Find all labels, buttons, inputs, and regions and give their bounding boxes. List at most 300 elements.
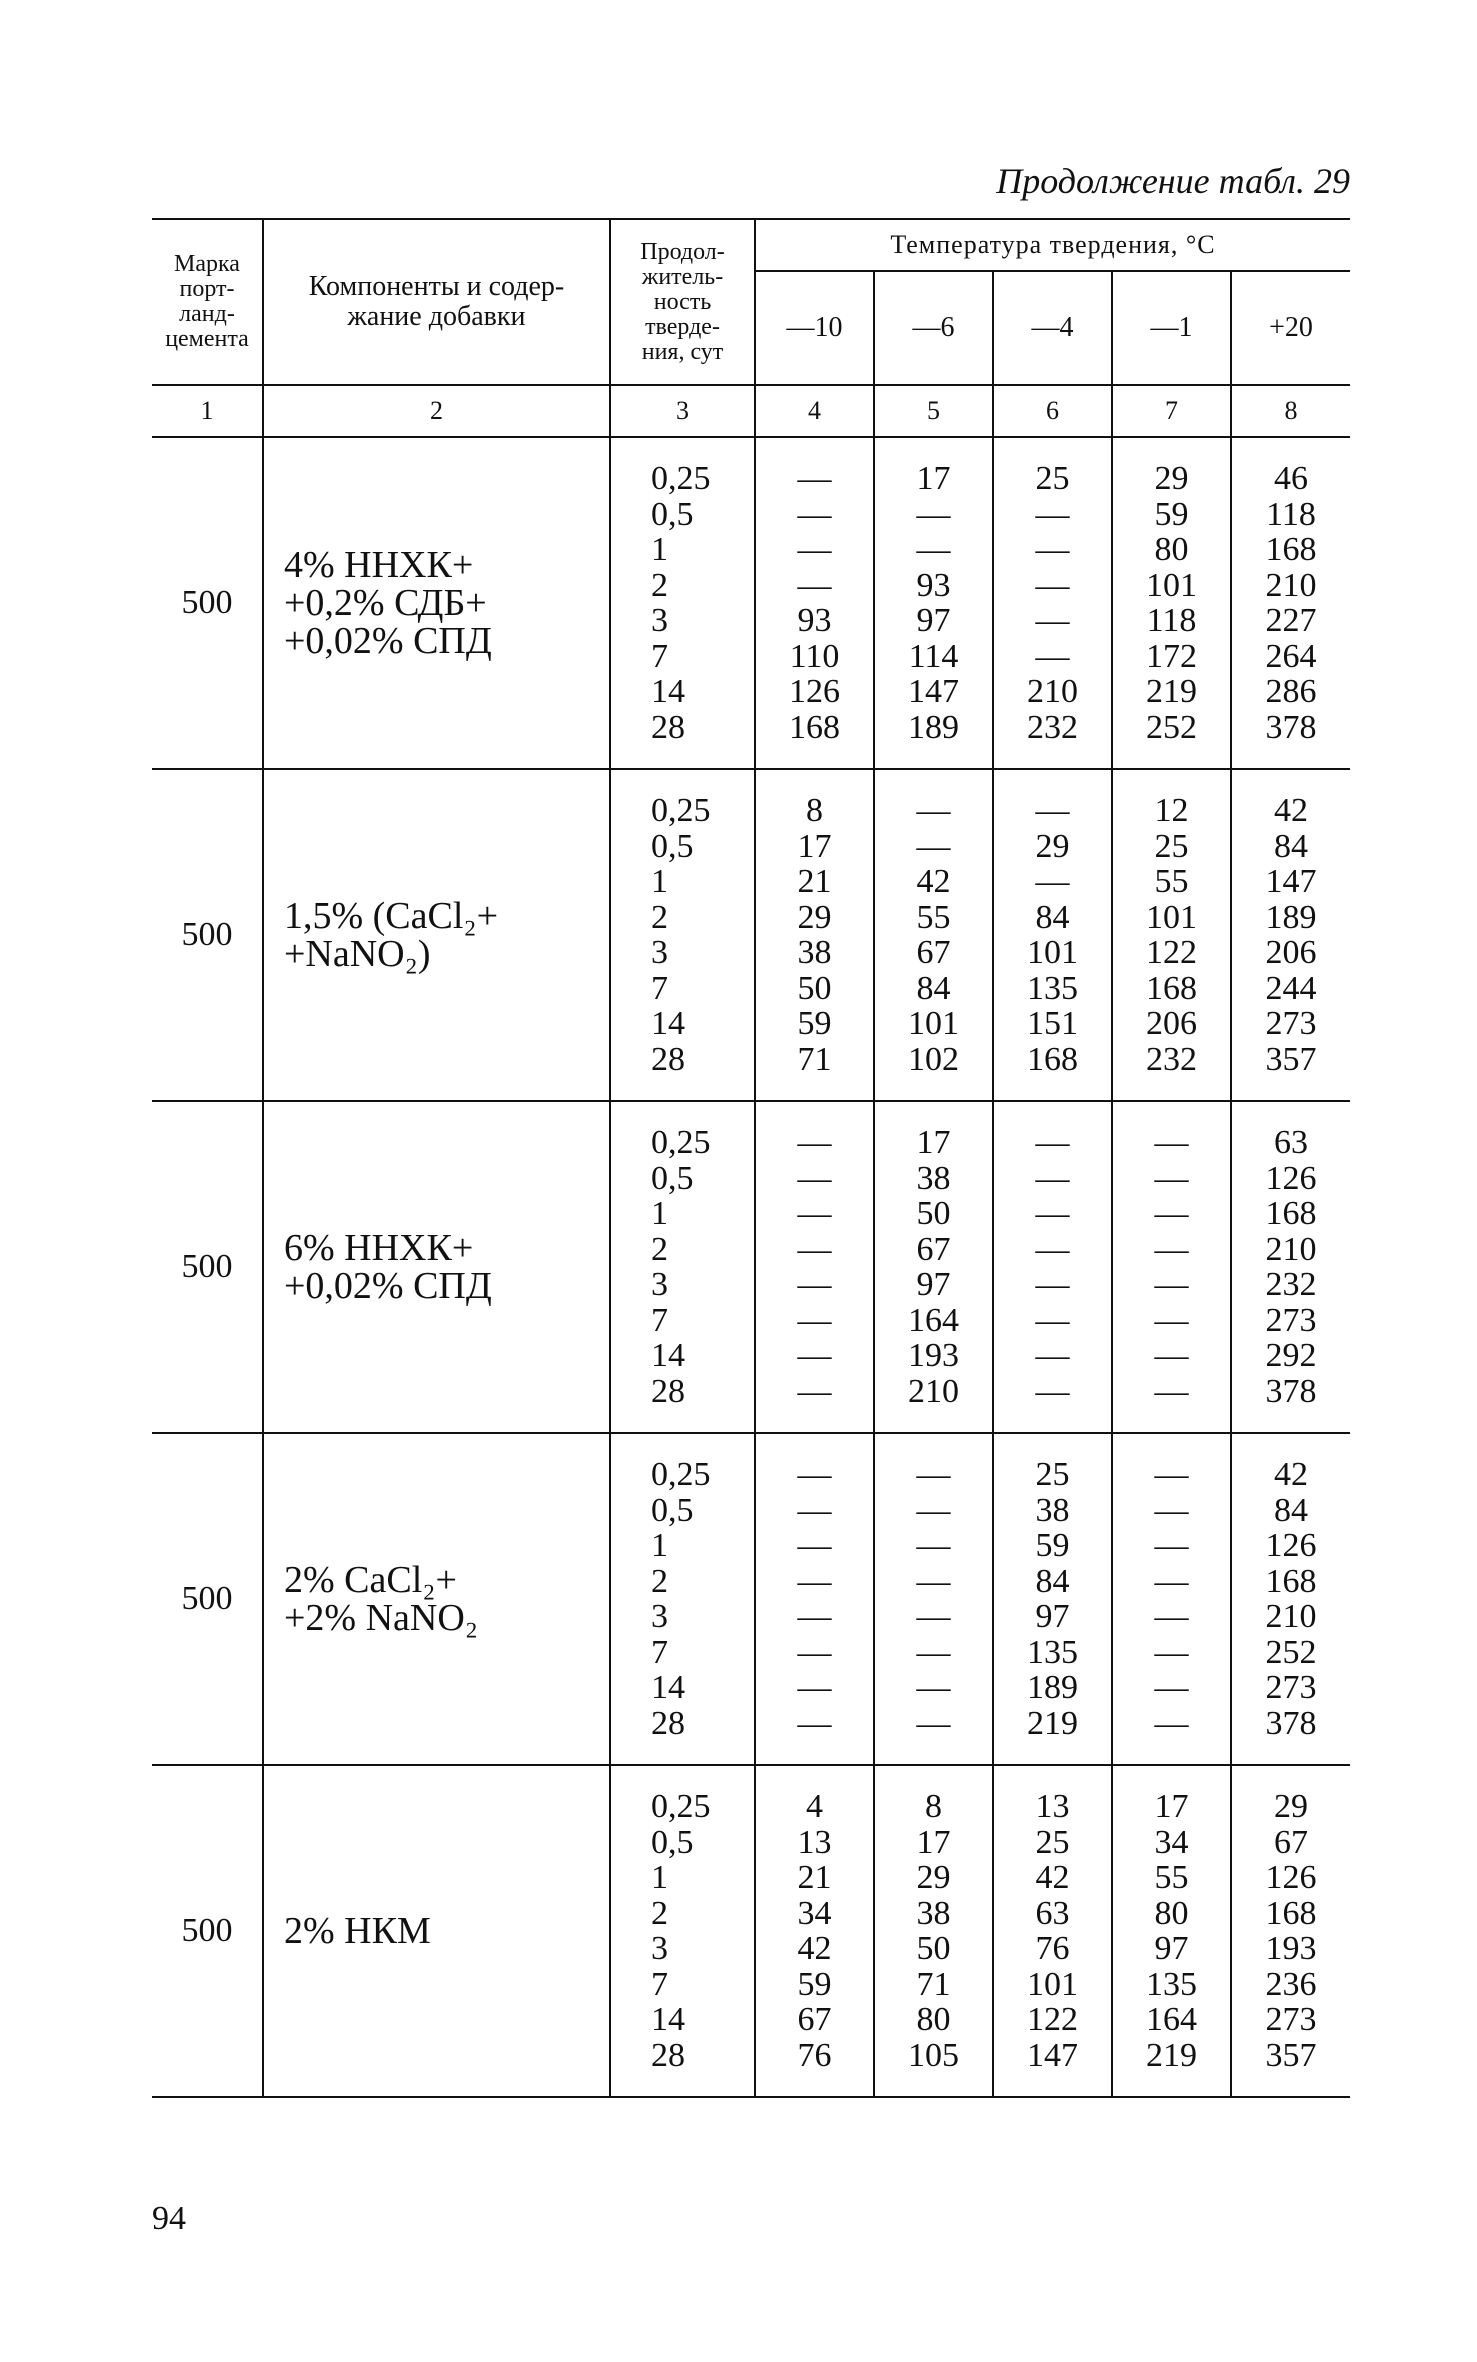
duration-value: 2 [651,898,668,936]
strength-value: 101 [908,1005,959,1042]
duration-value: 28 [651,1372,685,1410]
duration-value: 1 [651,1527,668,1564]
additive-components [263,1765,610,2097]
strength-value: 236 [1265,1965,1317,2003]
strength-value: 59 [1035,1527,1070,1564]
strength-value: 210 [1265,1598,1317,1635]
strength-value: 189 [908,708,959,746]
strength-value: 273 [1265,1005,1317,1042]
strength-value: 135 [1146,1965,1197,2003]
strength-value: 80 [916,2001,951,2038]
strength-value: 46 [1274,460,1308,497]
strength-value: 101 [1027,934,1078,971]
component-line: +0,02% СПД [284,1265,492,1307]
duration-value: 7 [651,1633,668,1671]
strength-values [1231,1101,1350,1433]
strength-value: — [797,1124,832,1161]
strength-value: — [797,1669,832,1706]
strength-value: — [1154,1491,1189,1529]
cement-grade: 500 [152,1101,263,1433]
strength-value: 219 [1146,673,1197,710]
strength-value: 42 [916,863,951,900]
strength-value: 168 [1027,1040,1078,1078]
duration-value: 0,25 [651,1788,711,1825]
strength-value: — [797,495,832,533]
strength-value: 126 [1265,1527,1317,1564]
additive-components [263,769,610,1101]
component-line: 6% ННХК+ [284,1227,474,1269]
strength-value: 25 [1035,1823,1070,1861]
strength-value: — [1035,495,1070,533]
strength-value: — [916,1669,951,1706]
strength-value: 147 [908,673,959,710]
strength-value: — [1154,1337,1189,1374]
strength-values [1112,1433,1231,1765]
strength-value: 93 [797,602,832,639]
strength-value: — [1035,1159,1070,1197]
page-number: 94 [152,2200,186,2237]
strength-values [993,1101,1112,1433]
strength-values [993,1765,1112,2097]
strength-value: 17 [916,460,951,497]
strength-value: 252 [1146,708,1197,746]
cement-grade: 500 [152,1433,263,1765]
strength-value: — [916,1491,951,1529]
strength-value: 168 [1146,969,1197,1007]
strength-value: 105 [908,2036,959,2074]
strength-value: 50 [916,1195,951,1232]
strength-values [755,437,874,769]
header-temp-m6: —6 [874,271,993,385]
strength-value: 219 [1027,1704,1078,1742]
strength-value: 80 [1154,1894,1189,1932]
strength-value: — [1035,637,1070,675]
additive-components [263,437,610,769]
component-line: 2% CaCl₂+ [284,1559,457,1601]
strength-value: 25 [1035,1456,1070,1493]
duration-value: 0,5 [651,1159,694,1197]
strength-value: — [1035,531,1070,568]
strength-value: — [1035,1124,1070,1161]
strength-value: 357 [1265,1040,1317,1078]
duration-values [610,437,755,769]
strength-value: — [1035,1301,1070,1339]
duration-values [610,1433,755,1765]
column-number: 6 [993,385,1112,437]
column-number: 5 [874,385,993,437]
strength-values [1112,1765,1231,2097]
duration-value: 7 [651,1965,668,2003]
table-row [152,1765,1350,2097]
strength-value: — [797,1372,832,1410]
header-grade: Марка порт- ланд- цемента [152,219,263,385]
strength-value: 210 [1265,1230,1317,1268]
duration-value: 0,5 [651,495,694,533]
strength-value: — [1035,863,1070,900]
strength-value: — [1035,566,1070,604]
strength-value: 42 [1274,792,1308,829]
strength-value: 55 [1154,863,1189,900]
data-table [152,218,1350,2098]
strength-values [755,1433,874,1765]
strength-value: 67 [1274,1823,1308,1861]
duration-value: 0,5 [651,827,694,865]
strength-value: 273 [1265,1669,1317,1706]
strength-value: — [916,1527,951,1564]
duration-value: 0,25 [651,792,711,829]
duration-value: 7 [651,637,668,675]
strength-value: 102 [908,1040,959,1078]
strength-value: — [1035,1230,1070,1268]
strength-value: 84 [1035,1562,1070,1600]
strength-values [874,437,993,769]
strength-value: 59 [797,1965,832,2003]
strength-value: — [797,531,832,568]
strength-value: 164 [1146,2001,1197,2038]
strength-value: 126 [1265,1159,1317,1197]
strength-value: — [1154,1266,1189,1303]
strength-value: — [1154,1704,1189,1742]
strength-value: 118 [1266,495,1316,533]
strength-value: — [1035,1372,1070,1410]
duration-value: 0,5 [651,1823,694,1861]
strength-value: 50 [797,969,832,1007]
strength-value: 210 [1027,673,1078,710]
component-line: 1,5% (CaCl₂+ [284,895,499,937]
strength-value: 97 [1035,1598,1070,1635]
column-number: 2 [263,385,610,437]
header-components: Компоненты и содер- жание добавки [263,219,610,385]
strength-value: — [1154,1372,1189,1410]
strength-value: — [916,1456,951,1493]
duration-values [610,1765,755,2097]
strength-value: — [797,1337,832,1374]
strength-value: 378 [1265,708,1317,746]
strength-value: 101 [1146,566,1197,604]
strength-value: 38 [916,1894,951,1932]
duration-value: 28 [651,708,685,746]
strength-value: — [797,1266,832,1303]
strength-values [874,1433,993,1765]
strength-value: 168 [1265,1562,1317,1600]
column-number: 1 [152,385,263,437]
strength-value: — [916,1633,951,1671]
strength-value: 38 [1035,1491,1070,1529]
strength-value: — [1154,1456,1189,1493]
strength-value: — [916,827,951,865]
table-row [152,769,1350,1101]
duration-value: 2 [651,1894,668,1932]
strength-value: 29 [1274,1788,1308,1825]
strength-value: 17 [797,827,832,865]
strength-value: — [797,1491,832,1529]
strength-value: 21 [797,863,832,900]
column-number: 3 [610,385,755,437]
duration-value: 3 [651,1266,668,1303]
strength-value: 126 [789,673,840,710]
header-temp-m4: —4 [993,271,1112,385]
strength-values [1231,769,1350,1101]
strength-value: 232 [1265,1266,1317,1303]
strength-value: 84 [1274,827,1308,865]
strength-value: 210 [908,1372,959,1410]
strength-value: — [1035,602,1070,639]
duration-value: 1 [651,1195,668,1232]
strength-value: 168 [789,708,840,746]
duration-value: 3 [651,934,668,971]
strength-value: — [797,1159,832,1197]
strength-value: 168 [1265,531,1317,568]
strength-value: 59 [1154,495,1189,533]
strength-value: 21 [797,1859,832,1896]
strength-values [1112,769,1231,1101]
strength-value: — [1154,1301,1189,1339]
strength-value: 135 [1027,1633,1078,1671]
strength-value: 168 [1265,1195,1317,1232]
strength-values [1231,437,1350,769]
duration-value: 3 [651,1930,668,1967]
strength-value: 84 [1274,1491,1308,1529]
strength-value: — [1035,1195,1070,1232]
duration-value: 1 [651,863,668,900]
strength-value: 189 [1265,898,1317,936]
duration-value: 7 [651,969,668,1007]
strength-value: — [1154,1124,1189,1161]
strength-value: 13 [797,1823,832,1861]
header-temp-m10: —10 [755,271,874,385]
strength-value: — [916,531,951,568]
header-temp-m1: —1 [1112,271,1231,385]
strength-value: — [1035,1337,1070,1374]
strength-value: 292 [1265,1337,1317,1374]
strength-value: — [797,1527,832,1564]
duration-value: 3 [651,602,668,639]
table-row [152,1433,1350,1765]
strength-value: 273 [1265,1301,1317,1339]
duration-value: 14 [651,1669,685,1706]
strength-value: 151 [1027,1005,1078,1042]
strength-values [993,1433,1112,1765]
strength-value: 63 [1274,1124,1308,1161]
strength-value: 168 [1265,1894,1317,1932]
strength-value: — [916,1704,951,1742]
duration-value: 14 [651,673,685,710]
strength-value: 17 [1154,1788,1189,1825]
component-line: +0,02% СПД [284,620,492,662]
cement-grade: 500 [152,437,263,769]
strength-value: 264 [1265,637,1317,675]
strength-value: — [797,1456,832,1493]
strength-value: — [797,1598,832,1635]
duration-value: 0,25 [651,1124,711,1161]
strength-value: 232 [1027,708,1078,746]
strength-value: 38 [916,1159,951,1197]
component-line: +NaNO₂) [284,933,431,975]
strength-value: 219 [1146,2036,1197,2074]
additive-components [263,1433,610,1765]
strength-value: — [916,792,951,829]
strength-value: 59 [797,1005,832,1042]
strength-value: — [916,1562,951,1600]
strength-value: 122 [1146,934,1197,971]
component-line: +0,2% СДБ+ [284,582,487,624]
strength-value: 42 [797,1930,832,1967]
strength-value: 135 [1027,969,1078,1007]
duration-value: 28 [651,1704,685,1742]
strength-value: 80 [1154,531,1189,568]
strength-value: 25 [1035,460,1070,497]
strength-value: 273 [1265,2001,1317,2038]
column-number: 4 [755,385,874,437]
duration-value: 1 [651,531,668,568]
strength-value: 42 [1035,1859,1070,1896]
strength-values [874,769,993,1101]
strength-value: 67 [797,2001,832,2038]
additive-components [263,1101,610,1433]
strength-value: — [1035,1266,1070,1303]
table-caption: Продолжение табл. 29 [996,161,1350,201]
duration-value: 2 [651,1562,668,1600]
strength-value: 71 [797,1040,832,1078]
duration-values [610,769,755,1101]
strength-value: 193 [1265,1930,1317,1967]
strength-value: 8 [925,1788,942,1825]
table-body [152,437,1350,2097]
duration-value: 0,25 [651,460,711,497]
strength-value: 12 [1154,792,1189,829]
strength-value: 17 [916,1124,951,1161]
strength-value: 67 [916,934,951,971]
duration-value: 14 [651,1005,685,1042]
strength-value: 29 [916,1859,951,1896]
strength-value: 29 [1154,460,1189,497]
strength-value: — [1154,1633,1189,1671]
strength-value: 244 [1265,969,1317,1007]
duration-value: 14 [651,2001,685,2038]
strength-value: 101 [1146,898,1197,936]
strength-value: 97 [916,602,951,639]
strength-value: 206 [1146,1005,1197,1042]
strength-value: — [797,566,832,604]
strength-value: 206 [1265,934,1317,971]
strength-value: 378 [1265,1372,1317,1410]
strength-value: — [797,1230,832,1268]
strength-value: — [1154,1159,1189,1197]
duration-value: 1 [651,1859,668,1896]
strength-value: 210 [1265,566,1317,604]
strength-value: 34 [1154,1823,1189,1861]
duration-values [610,1101,755,1433]
strength-value: 84 [1035,898,1070,936]
component-line: +2% NaNO₂ [284,1597,479,1639]
strength-value: 29 [1035,827,1070,865]
duration-value: 2 [651,566,668,604]
strength-value: 164 [908,1301,959,1339]
strength-value: 93 [916,566,951,604]
strength-value: 4 [806,1788,823,1825]
strength-value: 84 [916,969,951,1007]
duration-value: 7 [651,1301,668,1339]
strength-value: — [1154,1562,1189,1600]
column-number: 7 [1112,385,1231,437]
strength-value: 122 [1027,2001,1078,2038]
strength-value: 71 [916,1965,951,2003]
strength-values [755,769,874,1101]
strength-value: — [797,1562,832,1600]
header-temp-p20: +20 [1269,312,1313,343]
table-row [152,437,1350,769]
strength-values [993,437,1112,769]
strength-values [755,1101,874,1433]
duration-value: 28 [651,2036,685,2074]
strength-values [993,769,1112,1101]
header-duration: Продол- житель- ность тверде- ния, сут [610,219,755,385]
strength-value: — [916,1598,951,1635]
cement-grade: 500 [152,1765,263,2097]
strength-value: 50 [916,1930,951,1967]
strength-value: 286 [1265,673,1317,710]
strength-value: 189 [1027,1669,1078,1706]
strength-value: 67 [916,1230,951,1268]
strength-value: — [1154,1669,1189,1706]
strength-value: 42 [1274,1456,1308,1493]
strength-value: — [797,1704,832,1742]
strength-value: 101 [1027,1965,1078,2003]
component-line: 2% НКМ [284,1910,431,1952]
strength-value: 55 [916,898,951,936]
strength-value: 13 [1035,1788,1070,1825]
table-row [152,1101,1350,1433]
strength-value: 76 [797,2036,832,2074]
strength-value: — [1154,1598,1189,1635]
strength-value: 227 [1265,602,1317,639]
strength-value: — [1154,1195,1189,1232]
strength-value: 147 [1265,863,1317,900]
strength-value: — [1154,1527,1189,1564]
strength-value: 38 [797,934,832,971]
strength-value: 97 [1154,1930,1189,1967]
column-number: 8 [1231,385,1350,437]
strength-values [1112,437,1231,769]
strength-value: 378 [1265,1704,1317,1742]
strength-value: — [797,1301,832,1339]
strength-value: — [1154,1230,1189,1268]
strength-value: 29 [797,898,832,936]
header-temperature: Температура твердения, °C [755,219,1350,271]
strength-value: — [797,1195,832,1232]
strength-value: 8 [806,792,823,829]
duration-value: 3 [651,1598,668,1635]
strength-value: 193 [908,1337,959,1374]
strength-values [874,1765,993,2097]
strength-value: 97 [916,1266,951,1303]
strength-value: 147 [1027,2036,1078,2074]
strength-values [1231,1433,1350,1765]
duration-value: 14 [651,1337,685,1374]
strength-value: 25 [1154,827,1189,865]
strength-value: 17 [916,1823,951,1861]
strength-value: 232 [1146,1040,1197,1078]
strength-values [755,1765,874,2097]
strength-value: — [1035,792,1070,829]
duration-value: 0,5 [651,1491,694,1529]
strength-value: — [797,460,832,497]
strength-value: 76 [1035,1930,1070,1967]
strength-value: 63 [1035,1894,1070,1932]
strength-values [874,1101,993,1433]
duration-value: 28 [651,1040,685,1078]
cement-grade: 500 [152,769,263,1101]
